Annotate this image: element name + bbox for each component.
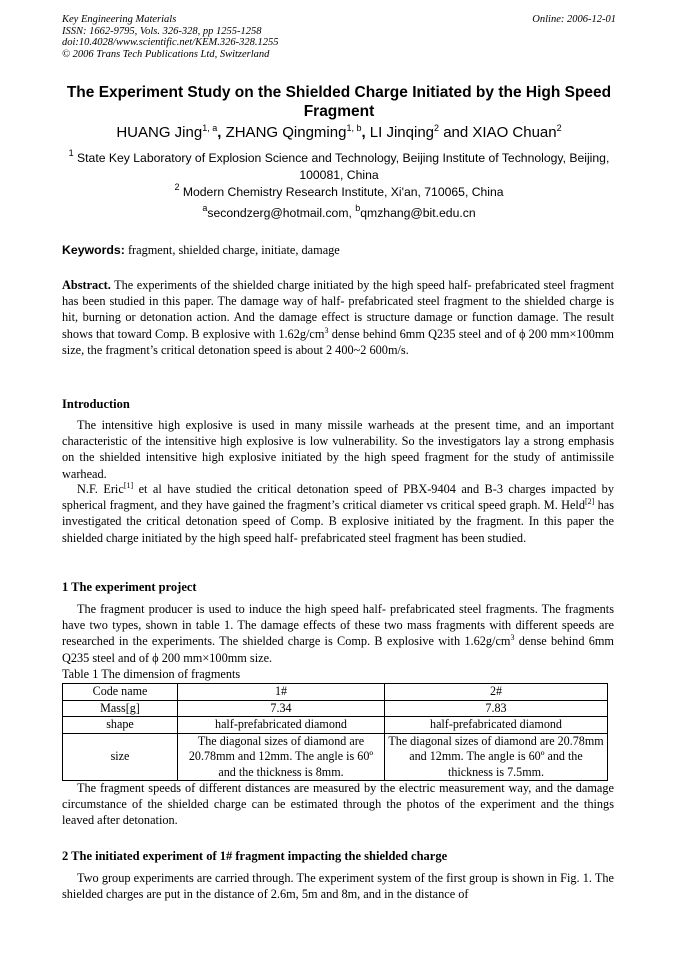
author-name: LI Jinqing [369,124,435,141]
affiliation-text: State Key Laboratory of Explosion Science and Technology, Beijing Institute of Technology, Beijing, 100081, China [73,151,610,182]
table-cell: half-prefabricated diamond [178,717,385,734]
paragraph-text: The fragment producer is used to induce the high speed half- prefabricated steel fragments. The fragments have two types, shown in table 1. The damage effects of these two mass fragments with different speeds are researched in the experiments. The shielded charge is Comp. B explosive with 1.62g/cm [62,602,614,649]
email-mark: b [355,203,361,213]
journal-header [62,14,616,60]
keywords [62,242,616,258]
abstract-text: The experiments of the shielded charge initiated by the high speed half- prefabricated steel fragment has been studied in this paper. The damage way of half- prefabricated steel fragment to the shielded charge is hit, burning or detonation action. And the damage effect is structure damage or function damage. The result shows that toward Comp. B explosive with 1.62g/cm [62,278,614,341]
author-name: HUANG Jing [116,124,203,141]
table-cell: size [63,733,178,781]
experiment-paragraph-2: The fragment speeds of different distances are measured by the electric measurement way, and the damage circumstance of the shielded charge can be estimated through the photos of the experiment and the things leaved after detonation. [62,781,614,828]
introduction-paragraph-2 [62,481,614,546]
paragraph-text: N.F. Eric [77,482,124,496]
email-line [62,205,616,222]
author-separator: , [361,124,370,141]
copyright-line: © 2006 Trans Tech Publications Ltd, Switzerland [62,48,270,60]
author-affiliation-mark: 1, a [202,123,218,133]
affiliation-text: Modern Chemistry Research Institute, Xi'an, 710065, China [179,185,504,199]
abstract-text: dense behind 6mm Q235 steel and of ϕ 200 mm×100mm size, the fragment’s critical detonation speed is about 2 400~2 600m/s. [62,326,615,357]
table-row [63,700,608,717]
introduction-paragraph-1: The intensitive high explosive is used in many missile warheads at the present time, and an important characteristic of the intensitive high explosive is low vulnerability. So the investigators lay a strong emphasis on the shielded intensitive high explosive initiated by the high speed fragment for the study of antimissile warhead. [62,418,614,481]
table-row [63,717,608,734]
paper-title: The Experiment Study on the Shielded Charge Initiated by the High Speed Fragment [66,84,612,120]
citation-ref: [1] [123,481,134,490]
paragraph-text: et al have studied the critical detonation speed of PBX-9404 and B-3 charges impacted by spherical fragment, and they have gained the fragment’s critical diameter vs critical speed graph. M. Held [62,482,614,513]
section-heading-initiated-experiment: 2 The initiated experiment of 1# fragment impacting the shielded charge [62,849,448,863]
section-heading-experiment: 1 The experiment project [62,580,197,594]
issn-line: ISSN: 1662-9795, Vols. 326-328, pp 1255-1258 [62,25,262,37]
table-header-cell: Code name [63,684,178,701]
affiliation-1 [62,150,616,183]
table-header-row [63,684,608,701]
author-name: ZHANG Qingming [225,124,347,141]
citation-ref: [2] [584,497,595,507]
superscript: 3 [324,325,329,335]
affiliation-mark: 2 [174,182,180,192]
superscript: 3 [510,633,515,643]
online-date: Online: 2006-12-01 [532,14,616,25]
table-cell: 7.83 [385,700,608,717]
email-address: secondzerg@hotmail.com, [207,206,356,220]
table-cell: 7.34 [178,700,385,717]
author-affiliation-mark: 2 [434,123,440,133]
table-cell: The diagonal sizes of diamond are 20.78mm and 12mm. The angle is 60º and the thickness is 8mm. [178,733,385,781]
author-name: XIAO Chuan [472,124,557,141]
affiliation-2 [62,184,616,201]
abstract-label: Abstract. [62,278,111,292]
paragraph-text: dense behind 6mm Q235 steel and of ϕ 200 mm×100mm size. [62,634,615,665]
email-address: qmzhang@bit.edu.cn [360,206,476,220]
journal-name: Key Engineering Materials [62,14,177,25]
table-header-cell: 1# [178,684,385,701]
table-cell: half-prefabricated diamond [385,717,608,734]
author-separator: and [439,124,473,141]
table-header-cell: 2# [385,684,608,701]
fragment-dimension-table [62,683,608,781]
author-separator: , [217,124,226,141]
keywords-label: Keywords: [62,243,125,257]
author-affiliation-mark: 2 [556,123,562,133]
initiated-experiment-paragraph: Two group experiments are carried through. The experiment system of the first group is shown in Fig. 1. The shielded charges are put in the distance of 2.6m, 5m and 8m, and in the distance of [62,871,614,902]
affiliation-mark: 1 [68,148,74,158]
doi-line: doi:10.4028/www.scientific.net/KEM.326-328.1255 [62,37,279,48]
keywords-text: fragment, shielded charge, initiate, damage [124,243,340,257]
email-mark: a [202,203,208,213]
table-caption: Table 1 The dimension of fragments [62,667,241,681]
author-affiliation-mark: 1, b [346,123,362,133]
table-cell: shape [63,717,178,734]
table-cell: The diagonal sizes of diamond are 20.78mm and 12mm. The angle is 60º and the thickness is 7.5mm. [385,733,608,781]
section-heading-introduction: Introduction [62,397,130,411]
table-row [63,733,608,781]
abstract [62,277,614,358]
table-cell: Mass[g] [63,700,178,717]
experiment-paragraph-1 [62,601,614,666]
paragraph-text: has investigated the critical detonation speed of Comp. B explosive initiated by the fragment. In this paper the shielded charge initiated by the high speed half- prefabricated steel fragment has been studied. [62,498,614,545]
author-list [62,124,616,142]
